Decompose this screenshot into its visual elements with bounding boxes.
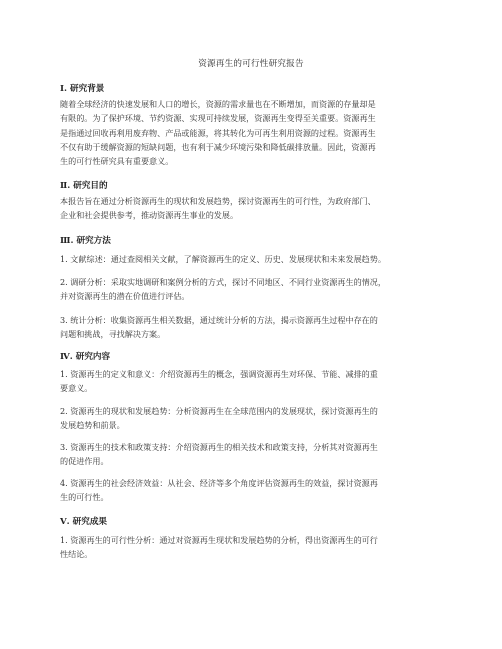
text-line: 是指通过回收再利用废弃物、产品或能源，将其转化为可再生利用资源的过程。资源再生: [60, 127, 376, 138]
text-line: 企业和社会提供参考，推动资源再生事业的发展。: [60, 210, 239, 221]
text-line: 1. 资源再生的定义和意义：介绍资源再生的概念，强调资源再生对环保、节能、减排的重: [60, 369, 378, 379]
paragraph-purpose: [60, 194, 440, 223]
section-heading-methods: Ⅲ. 研究方法: [60, 236, 111, 246]
text-line: 不仅有助于缓解资源的短缺问题，也有利于减少环境污染和降低碳排放量。因此，资源再: [60, 141, 376, 152]
text-line: 并对资源再生的潜在价值进行评估。: [60, 291, 190, 302]
list-item-content-2: [60, 404, 440, 433]
text-line: 的促进作用。: [60, 456, 109, 467]
section-heading-results: Ⅴ. 研究成果: [60, 517, 108, 527]
list-item-content-3: [60, 440, 440, 469]
text-line: 生的可行性研究具有重要意义。: [60, 156, 174, 167]
text-line: 3. 统计分析：收集资源再生相关数据，通过统计分析的方法，揭示资源再生过程中存在的: [60, 315, 378, 325]
list-item-content-4: [60, 476, 440, 505]
list-item-method-3: [60, 313, 440, 342]
text-line: 要意义。: [60, 383, 93, 394]
text-line: 本报告旨在通过分析资源再生的现状和发展趋势，探讨资源再生的可行性，为政府部门、: [60, 196, 376, 206]
text-line: 有限的。为了保护环境、节约资源、实现可持续发展，资源再生变得至关重要。资源再生: [60, 113, 376, 124]
text-line: 随着全球经济的快速发展和人口的增长，资源的需求量也在不断增加，而资源的存量却是: [60, 99, 376, 109]
text-line: 2. 调研分析：采取实地调研和案例分析的方式，探讨不同地区、不同行业资源再生的情况，: [60, 277, 386, 287]
text-line: 问题和挑战，寻找解决方案。: [60, 329, 166, 340]
list-item-result-1: [60, 533, 440, 562]
section-heading-background: Ⅰ. 研究背景: [60, 84, 105, 94]
paragraph-background: [60, 97, 440, 168]
section-heading-content: Ⅳ. 研究内容: [60, 352, 111, 362]
section-heading-purpose: Ⅱ. 研究目的: [60, 181, 108, 191]
text-line: 1. 资源再生的可行性分析：通过对资源再生现状和发展趋势的分析，得出资源再生的可行: [60, 535, 378, 545]
list-item-content-1: [60, 367, 440, 396]
text-line: 性结论。: [60, 549, 93, 560]
text-line: 2. 资源再生的现状和发展趋势：分析资源再生在全球范围内的发展现状，探讨资源再生的: [60, 406, 378, 416]
text-line: 4. 资源再生的社会经济效益：从社会、经济等多个角度评估资源再生的效益，探讨资源再: [60, 478, 378, 488]
text-line: 3. 资源再生的技术和政策支持：介绍资源再生的相关技术和政策支持，分析其对资源再生: [60, 442, 378, 452]
list-item-method-1: [60, 252, 440, 266]
text-line: 生的可行性。: [60, 492, 109, 503]
text-line: 发展趋势和前景。: [60, 420, 125, 431]
document-title: 资源再生的可行性研究报告: [198, 59, 304, 69]
list-item-method-2: [60, 275, 440, 304]
text-line: 1. 文献综述：通过查阅相关文献，了解资源再生的定义、历史、发展现状和未来发展趋势。: [60, 254, 386, 264]
